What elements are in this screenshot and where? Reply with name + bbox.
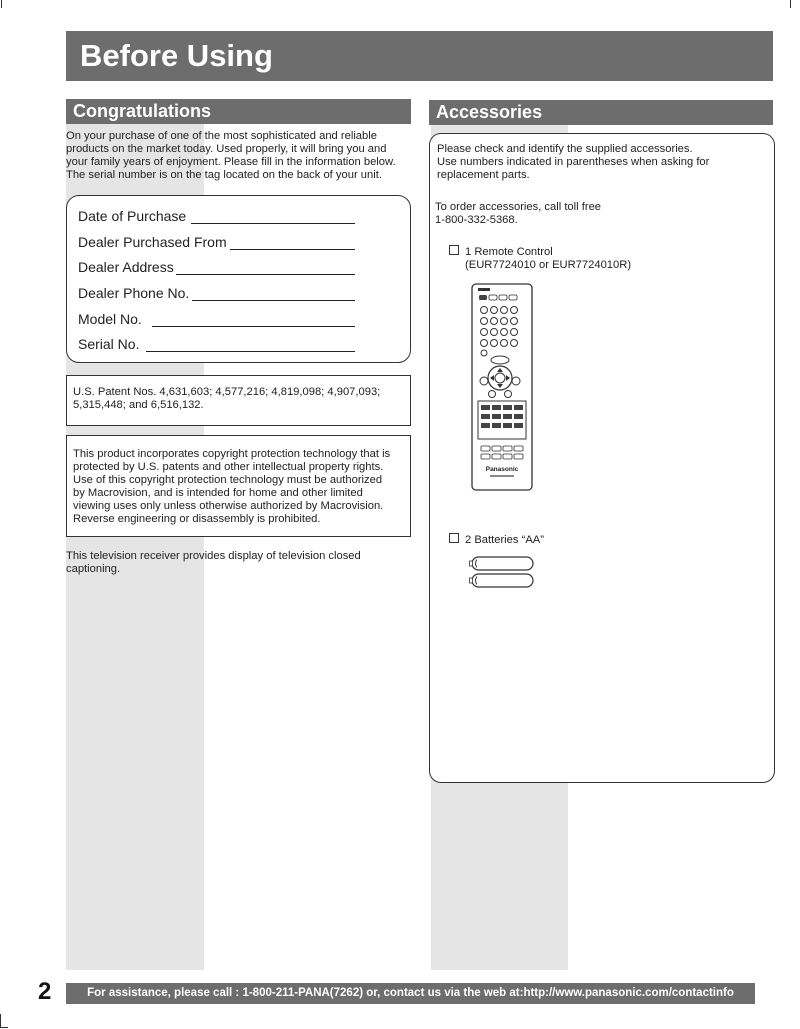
crop-mark-bottom-left-h [0, 1027, 8, 1028]
patent-line: U.S. Patent Nos. 4,631,603; 4,577,216; 4,819,098; 4,907,093; [73, 386, 381, 398]
closed-caption-note [66, 550, 411, 576]
remote-brand-label: Panasonic [485, 466, 519, 473]
copyright-line: Use of this copyright protection technology must be authorized [73, 474, 383, 486]
caption-line: This television receiver provides display of television closed [66, 550, 361, 562]
copyright-line: This product incorporates copyright protection technology that is [73, 448, 391, 460]
assistance-footer: For assistance, please call : 1-800-211-PANA(7262) or, contact us via the web at:http://www.panasonic.com/contactinfo [66, 983, 755, 1004]
checkbox-icon[interactable] [449, 245, 459, 255]
crop-mark-top-left [1, 0, 2, 8]
remote-control-illustration [470, 283, 534, 492]
date-of-purchase-line[interactable] [191, 223, 355, 224]
dealer-purchased-from-label: Dealer Purchased From [78, 234, 227, 250]
purchase-info-form [66, 195, 411, 363]
batteries-label: 2 Batteries “AA” [465, 534, 544, 546]
dealer-address-line[interactable] [176, 274, 355, 275]
intro-line: The serial number is on the tag located on the back of your unit. [66, 169, 382, 181]
date-of-purchase-label: Date of Purchase [78, 208, 187, 224]
crop-mark-top-right [790, 0, 791, 8]
accessories-intro-line: Use numbers indicated in parentheses when asking for [437, 156, 710, 168]
accessories-intro [437, 143, 767, 182]
patent-box [66, 375, 411, 426]
copyright-line: protected by U.S. patents and other intellectual property rights. [73, 461, 384, 473]
crop-mark-bottom-left [0, 1014, 1, 1028]
model-no-line[interactable] [152, 326, 355, 327]
dealer-phone-label: Dealer Phone No. [78, 285, 190, 301]
accessories-intro-line: Please check and identify the supplied accessories. [437, 143, 693, 155]
copyright-box [66, 435, 411, 537]
congratulations-heading: Congratulations [66, 99, 411, 124]
intro-line: your family years of enjoyment. Please fill in the information below. [66, 156, 396, 168]
page-title: Before Using [66, 31, 773, 81]
batteries-item [449, 533, 649, 547]
model-no-label: Model No. [78, 311, 142, 327]
dealer-phone-line[interactable] [192, 300, 355, 301]
serial-no-line[interactable] [146, 351, 355, 352]
batteries-illustration [468, 555, 536, 591]
serial-no-label: Serial No. [78, 336, 140, 352]
intro-line: On your purchase of one of the most sophisticated and reliable [66, 130, 377, 142]
remote-item-label: 1 Remote Control [465, 246, 553, 258]
remote-control-item [449, 245, 749, 272]
checkbox-icon[interactable] [449, 533, 459, 543]
order-phone: 1-800-332-5368. [435, 214, 518, 226]
accessories-heading: Accessories [429, 100, 773, 125]
accessories-intro-line: replacement parts. [437, 169, 530, 181]
copyright-line: Reverse engineering or disassembly is prohibited. [73, 513, 321, 525]
congratulations-intro [66, 130, 416, 182]
patent-line: 5,315,448; and 6,516,132. [73, 399, 204, 411]
dealer-purchased-from-line[interactable] [230, 249, 355, 250]
remote-part-numbers: (EUR7724010 or EUR7724010R) [465, 259, 632, 271]
dealer-address-label: Dealer Address [78, 259, 174, 275]
order-info [435, 201, 765, 227]
copyright-line: viewing uses only unless otherwise authorized by Macrovision. [73, 500, 384, 512]
page-number: 2 [38, 978, 52, 1005]
order-line: To order accessories, call toll free [435, 201, 602, 213]
caption-line: captioning. [66, 563, 121, 575]
intro-line: products on the market today. Used properly, it will bring you and [66, 143, 387, 155]
copyright-line: by Macrovision, and is intended for home and other limited [73, 487, 363, 499]
